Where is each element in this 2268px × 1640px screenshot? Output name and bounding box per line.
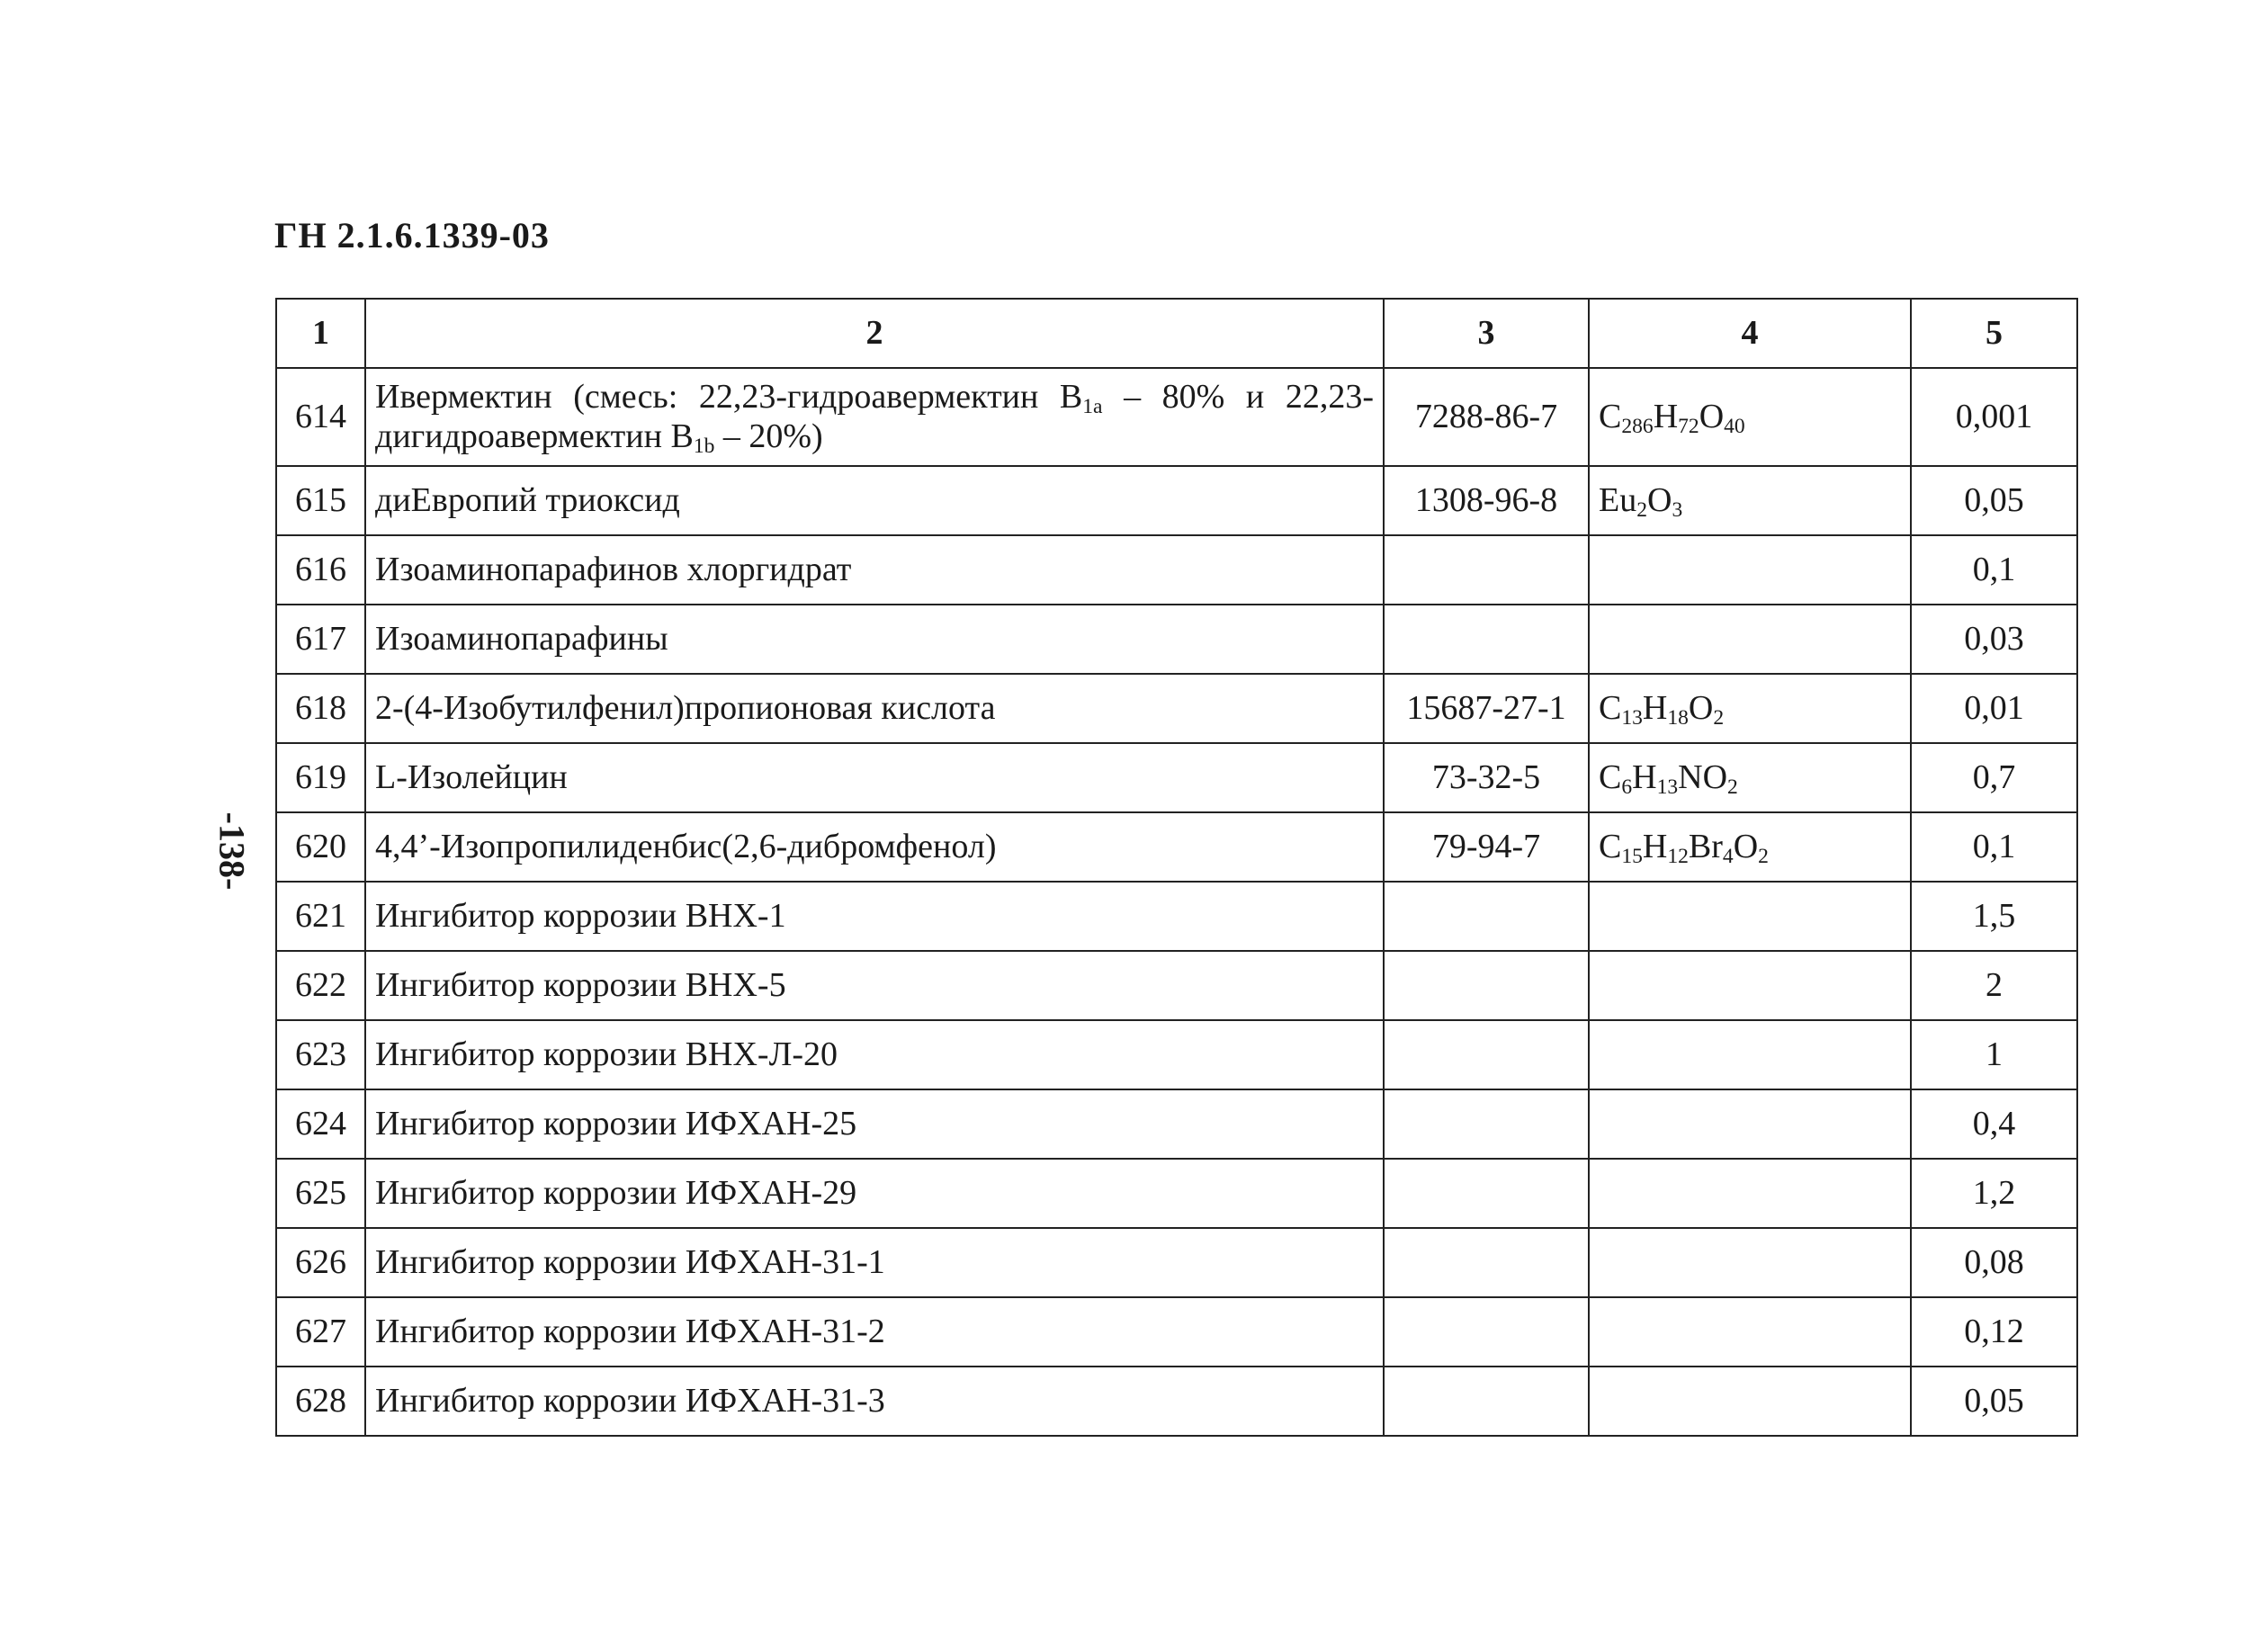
cas-number (1384, 1297, 1589, 1367)
column-header-3: 3 (1384, 299, 1589, 368)
substance-name (365, 605, 1384, 674)
chemical-formula (1589, 1228, 1911, 1297)
column-header-2: 2 (365, 299, 1384, 368)
subscript: 4 (1722, 844, 1734, 868)
cas-number: 79-94-7 (1384, 812, 1589, 882)
limit-value: 0,1 (1911, 535, 2077, 605)
cas-number: 1308-96-8 (1384, 466, 1589, 535)
text-segment: O (1647, 480, 1672, 519)
text-segment: C (1599, 688, 1622, 727)
subscript: 6 (1621, 775, 1633, 799)
subscript: 13 (1656, 775, 1679, 799)
text-segment: C (1599, 757, 1622, 796)
text-segment: диЕвропий триоксид (375, 480, 680, 519)
row-number: 625 (276, 1159, 365, 1228)
cas-number (1384, 1228, 1589, 1297)
substance-name (365, 674, 1384, 743)
limit-value: 0,7 (1911, 743, 2077, 812)
text-segment: Br (1688, 827, 1723, 865)
cas-number (1384, 1089, 1589, 1159)
limit-value: 0,01 (1911, 674, 2077, 743)
limit-value: 0,001 (1911, 368, 2077, 466)
row-number: 623 (276, 1020, 365, 1089)
table-header-row (276, 299, 2077, 368)
limit-value: 0,1 (1911, 812, 2077, 882)
row-number: 616 (276, 535, 365, 605)
text-segment: Ингибитор коррозии ВНХ-Л-20 (375, 1035, 838, 1073)
limit-value: 0,08 (1911, 1228, 2077, 1297)
chemical-formula (1589, 605, 1911, 674)
substance-name (365, 1159, 1384, 1228)
row-number: 614 (276, 368, 365, 466)
row-number: 621 (276, 882, 365, 951)
table-body (276, 299, 2077, 1436)
substance-name (365, 535, 1384, 605)
subscript: 12 (1667, 844, 1689, 868)
cas-number (1384, 951, 1589, 1020)
cas-number (1384, 605, 1589, 674)
text-segment: Ингибитор коррозии ИФХАН-31-3 (375, 1381, 885, 1420)
text-segment: – 80% и 22,23-дигидроавермектин B (375, 377, 1374, 455)
text-segment: 2-(4-Изобутилфенил)пропионовая кислота (375, 688, 996, 727)
limit-value: 0,12 (1911, 1297, 2077, 1367)
subscript: 2 (1636, 497, 1647, 522)
substance-name (365, 812, 1384, 882)
subscript: 72 (1678, 414, 1699, 438)
cas-number: 7288-86-7 (1384, 368, 1589, 466)
table-row (276, 1228, 2077, 1297)
chemical-formula (1589, 1159, 1911, 1228)
text-segment: Изоаминопарафинов хлоргидрат (375, 550, 852, 588)
row-number: 615 (276, 466, 365, 535)
text-segment: Изоаминопарафины (375, 619, 668, 658)
table-row (276, 466, 2077, 535)
text-segment: 4,4’-Изопропилиденбис(2,6-дибромфенол) (375, 827, 997, 865)
chemical-formula (1589, 1089, 1911, 1159)
subscript: 2 (1727, 775, 1738, 799)
subscript: 15 (1621, 844, 1643, 868)
page-number: -138- (211, 811, 253, 891)
limit-value: 1,2 (1911, 1159, 2077, 1228)
text-segment: Ингибитор коррозии ИФХАН-25 (375, 1104, 857, 1143)
subscript: 1b (693, 434, 715, 458)
row-number: 624 (276, 1089, 365, 1159)
limit-value: 0,05 (1911, 1367, 2077, 1436)
text-segment: C (1599, 397, 1622, 435)
subscript: 18 (1667, 705, 1689, 730)
table-row (276, 743, 2077, 812)
subscript: 13 (1621, 705, 1643, 730)
chemical-formula (1589, 1297, 1911, 1367)
subscript: 3 (1672, 497, 1683, 522)
substance-name (365, 1297, 1384, 1367)
hygiene-norms-table (275, 298, 2078, 1437)
limit-value: 0,05 (1911, 466, 2077, 535)
substance-name (365, 466, 1384, 535)
text-segment: Ивермектин (смесь: 22,23-гидроавермектин B (375, 377, 1083, 416)
text-segment: H (1653, 397, 1679, 435)
chemical-formula (1589, 743, 1911, 812)
substance-name (365, 368, 1384, 466)
cas-number (1384, 1367, 1589, 1436)
chemical-formula (1589, 1020, 1911, 1089)
table-row (276, 882, 2077, 951)
cas-number (1384, 1159, 1589, 1228)
document-header: ГН 2.1.6.1339-03 (274, 215, 550, 255)
column-header-4: 4 (1589, 299, 1911, 368)
subscript: 40 (1724, 414, 1745, 438)
limit-value: 2 (1911, 951, 2077, 1020)
limit-value: 0,03 (1911, 605, 2077, 674)
cas-number (1384, 1020, 1589, 1089)
text-segment: H (1632, 757, 1657, 796)
row-number: 626 (276, 1228, 365, 1297)
row-number: 618 (276, 674, 365, 743)
table-row (276, 1159, 2077, 1228)
text-segment: Ингибитор коррозии ВНХ-5 (375, 965, 786, 1004)
substance-name (365, 1020, 1384, 1089)
row-number: 627 (276, 1297, 365, 1367)
limit-value: 1 (1911, 1020, 2077, 1089)
chemical-formula (1589, 466, 1911, 535)
chemical-formula (1589, 1367, 1911, 1436)
text-segment: Ингибитор коррозии ИФХАН-31-2 (375, 1312, 885, 1350)
chemical-formula (1589, 882, 1911, 951)
chemical-formula (1589, 951, 1911, 1020)
table-row (276, 535, 2077, 605)
cas-number (1384, 535, 1589, 605)
text-segment: O (1699, 397, 1725, 435)
table-row (276, 951, 2077, 1020)
table-row (276, 1367, 2077, 1436)
chemical-formula (1589, 674, 1911, 743)
text-segment: H (1642, 827, 1668, 865)
substance-name (365, 1367, 1384, 1436)
table-row (276, 674, 2077, 743)
row-number: 617 (276, 605, 365, 674)
substance-name (365, 1089, 1384, 1159)
cas-number: 73-32-5 (1384, 743, 1589, 812)
text-segment: Ингибитор коррозии ВНХ-1 (375, 896, 786, 935)
text-segment: Ингибитор коррозии ИФХАН-29 (375, 1173, 857, 1212)
subscript: 286 (1621, 414, 1654, 438)
substance-name (365, 951, 1384, 1020)
substance-name (365, 1228, 1384, 1297)
table-row (276, 1089, 2077, 1159)
limit-value: 0,4 (1911, 1089, 2077, 1159)
text-segment: H (1642, 688, 1668, 727)
text-segment: NO (1678, 757, 1728, 796)
limit-value: 1,5 (1911, 882, 2077, 951)
row-number: 622 (276, 951, 365, 1020)
text-segment: Ингибитор коррозии ИФХАН-31-1 (375, 1242, 885, 1281)
text-segment: Eu (1599, 480, 1637, 519)
table-row (276, 605, 2077, 674)
column-header-5: 5 (1911, 299, 2077, 368)
chemical-formula (1589, 535, 1911, 605)
column-header-1: 1 (276, 299, 365, 368)
subscript: 2 (1713, 705, 1725, 730)
row-number: 620 (276, 812, 365, 882)
row-number: 619 (276, 743, 365, 812)
subscript: 1a (1082, 394, 1103, 418)
cas-number (1384, 882, 1589, 951)
text-segment: L-Изолейцин (375, 757, 568, 796)
cas-number: 15687-27-1 (1384, 674, 1589, 743)
table-row (276, 368, 2077, 466)
substance-name (365, 882, 1384, 951)
subscript: 2 (1758, 844, 1769, 868)
table-row (276, 812, 2077, 882)
substance-name (365, 743, 1384, 812)
text-segment: – 20%) (714, 417, 823, 455)
text-segment: O (1688, 688, 1714, 727)
chemical-formula (1589, 368, 1911, 466)
text-segment: C (1599, 827, 1622, 865)
table-row (276, 1020, 2077, 1089)
chemical-formula (1589, 812, 1911, 882)
text-segment: O (1733, 827, 1759, 865)
table-row (276, 1297, 2077, 1367)
row-number: 628 (276, 1367, 365, 1436)
